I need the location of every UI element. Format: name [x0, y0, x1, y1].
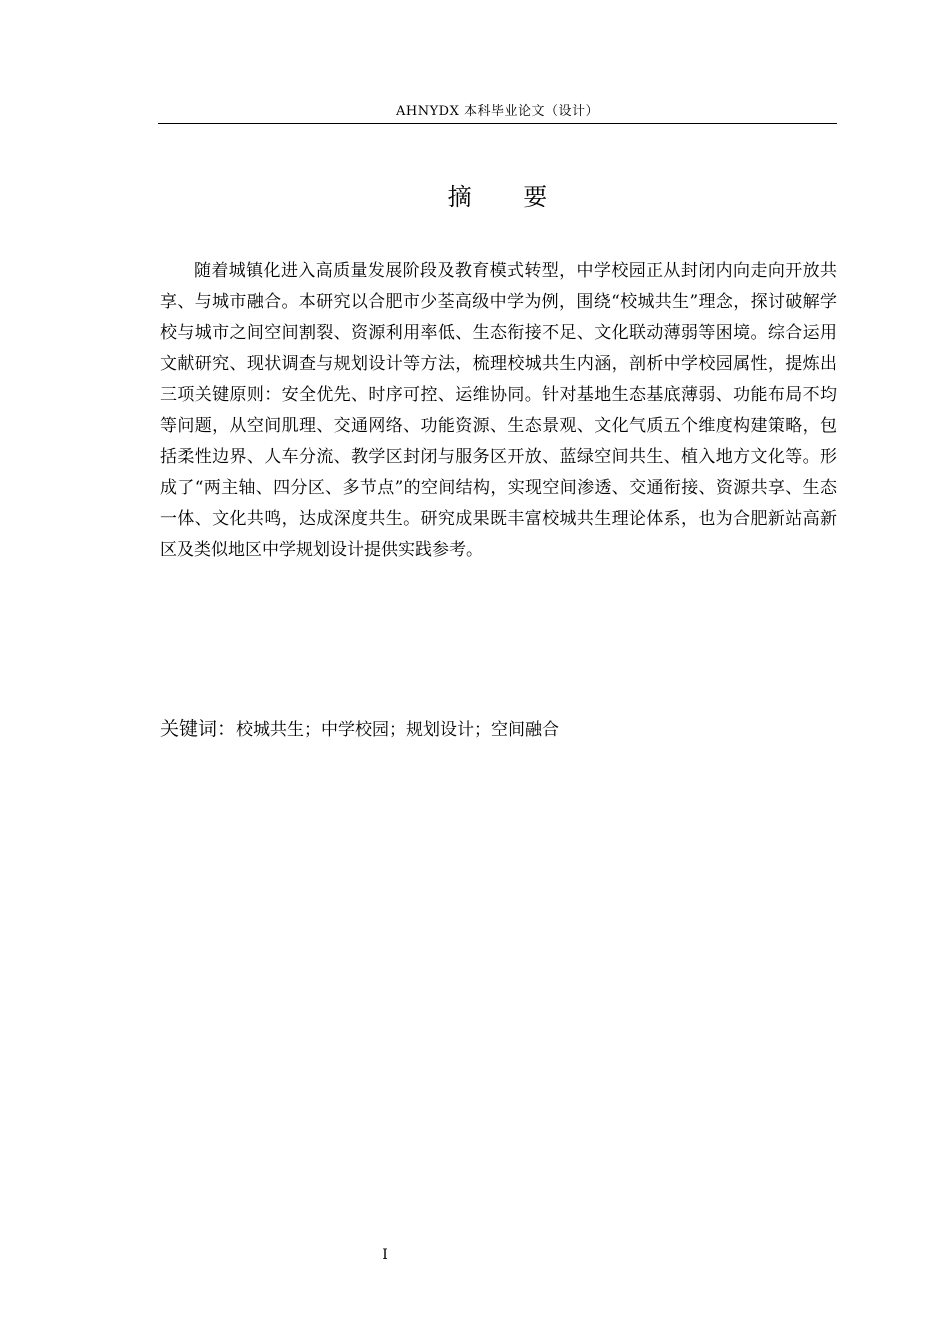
keywords-text: 校城共生；中学校园；规划设计；空间融合 [236, 720, 560, 740]
keywords-label: 关键词： [160, 718, 237, 740]
page-number: I [382, 1247, 388, 1263]
abstract-title: 摘 要 [447, 183, 570, 211]
keywords-line [160, 714, 837, 746]
header-rule [158, 123, 837, 124]
abstract-body: 随着城镇化进入高质量发展阶段及教育模式转型，中学校园正从封闭内向走向开放共享、与城市融合。本研究以合肥市少荃高级中学为例，围绕“校城共生”理念，探讨破解学校与城市之间空间割裂、资源利用率低、生态衔接不足、文化联动薄弱等困境。综合运用文献研究、现状调查与规划设计等方法，梳理校城共生内涵，剖析中学校园属性，提炼出三项关键原则：安全优先、时序可控、运维协同。针对基地生态基底薄弱、功能布局不均等问题，从空间肌理、交通网络、功能资源、生态景观、文化气质五个维度构建策略，包括柔性边界、人车分流、教学区封闭与服务区开放、蓝绿空间共生、植入地方文化等。形成了“两主轴、四分区、多节点”的空间结构，实现空间渗透、交通衔接、资源共享、生态一体、文化共鸣，达成深度共生。研究成果既丰富校城共生理论体系，也为合肥新站高新区及类似地区中学规划设计提供实践参考。 [160, 261, 837, 560]
running-header: AHNYDX 本科毕业论文（设计） [396, 104, 599, 119]
